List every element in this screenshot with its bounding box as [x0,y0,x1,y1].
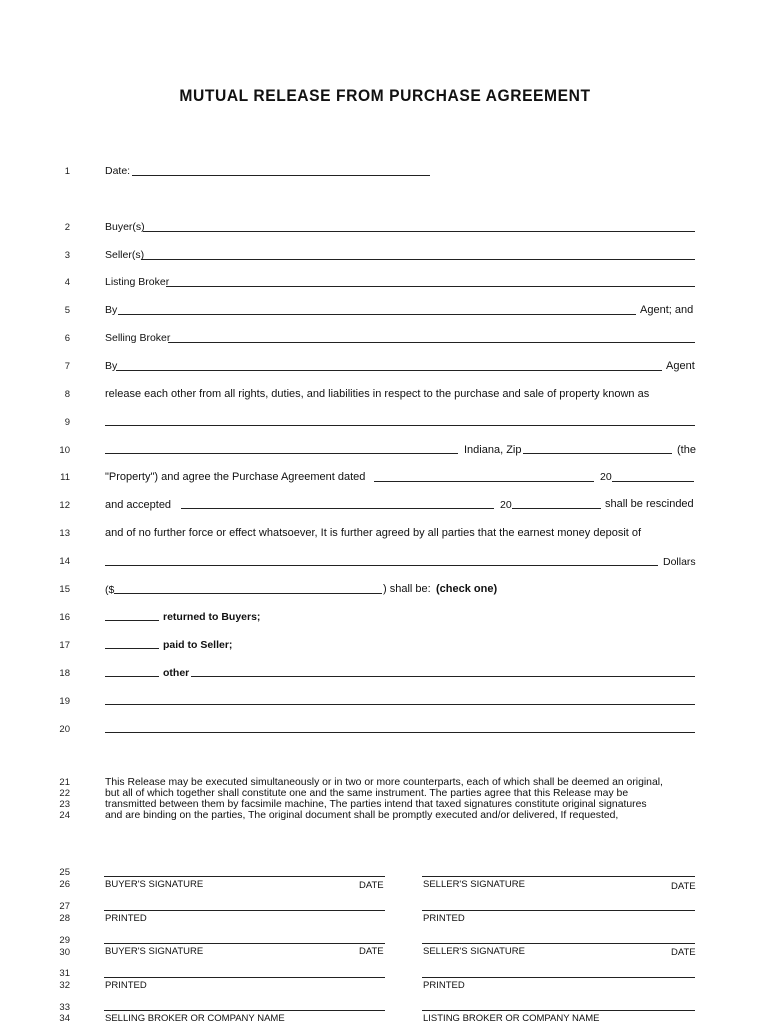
line-number: 24 [59,810,70,821]
buyer-date-label: DATE [359,946,384,957]
listing-broker-field[interactable] [166,286,695,287]
line-number: 1 [64,166,70,177]
by-label: By [105,360,118,372]
seller-date-label: DATE [671,881,696,892]
line-number: 12 [59,500,70,511]
seller-printed-line-2[interactable] [422,977,695,978]
paragraph-line: transmitted between them by facsimile machine, The parties intend that taxed signatures constitute original signatures [105,799,647,810]
year-prefix: 20 [600,471,612,483]
line-number: 34 [59,1013,70,1024]
seller-date-label: DATE [671,947,696,958]
paragraph-line-numbers [40,777,70,821]
line-number: 27 [59,901,70,912]
page-title: MUTUAL RELEASE FROM PURCHASE AGREEMENT [179,86,591,105]
seller-signature-line-1[interactable] [422,876,695,877]
line-number: 17 [59,640,70,651]
line-number: 23 [59,799,70,810]
line-number: 26 [59,879,70,890]
selling-broker-name-label: SELLING BROKER OR COMPANY NAME [105,1013,285,1024]
listing-broker-name-label: LISTING BROKER OR COMPANY NAME [423,1013,600,1024]
buyers-field[interactable] [143,231,695,232]
other-label: other [163,667,190,679]
line-number: 18 [59,668,70,679]
buyer-signature-label: BUYER'S SIGNATURE [105,946,204,957]
line-number: 21 [59,777,70,788]
the-label: (the [677,444,696,456]
agreement-date-field[interactable] [374,481,594,482]
buyer-signature-line-1[interactable] [104,876,385,877]
line-number: 2 [64,222,70,233]
release-paragraph [105,777,700,821]
agent-label: Agent [666,360,695,372]
buyers-label: Buyer(s) [105,221,145,233]
seller-signature-label: SELLER'S SIGNATURE [423,879,525,890]
line-number: 13 [59,528,70,539]
seller-printed-label: PRINTED [423,913,465,924]
sellers-field[interactable] [141,259,695,260]
line-number: 33 [59,1002,70,1013]
buyer-printed-label: PRINTED [105,980,147,991]
seller-printed-label: PRINTED [423,980,465,991]
selling-broker-label: Selling Broker [105,332,171,344]
deposit-amount-field[interactable] [114,593,382,594]
selling-agent-field[interactable] [116,370,662,371]
line-number: 22 [59,788,70,799]
date-field[interactable] [132,175,430,176]
buyer-date-label: DATE [359,880,384,891]
seller-signature-label: SELLER'S SIGNATURE [423,946,525,957]
line-number: 4 [64,277,70,288]
returned-to-buyers-checkbox[interactable] [105,620,159,621]
line-number: 31 [59,968,70,979]
line-number: 11 [60,472,70,483]
line-number: 20 [59,724,70,735]
buyer-signature-line-2[interactable] [104,943,385,944]
indiana-zip-label: Indiana, Zip [464,444,522,456]
rescinded-text: shall be rescinded [605,498,694,510]
seller-signature-line-2[interactable] [422,943,695,944]
deposit-words-field[interactable] [105,565,658,566]
by-label: By [105,304,118,316]
property-agree-text: "Property") and agree the Purchase Agreement dated [105,471,366,483]
dollars-label: Dollars [663,556,696,568]
paragraph-line: and are binding on the parties, The original document shall be promptly executed and/or delivered, If requested, [105,810,619,821]
buyer-signature-label: BUYER'S SIGNATURE [105,879,204,890]
selling-broker-field[interactable] [168,342,695,343]
buyer-printed-line-2[interactable] [104,977,385,978]
returned-to-buyers-label: returned to Buyers; [163,611,261,623]
paid-to-seller-label: paid to Seller; [163,639,233,651]
line-number: 6 [64,333,70,344]
seller-printed-line-1[interactable] [422,910,695,911]
other-field[interactable] [191,676,695,677]
buyer-printed-label: PRINTED [105,913,147,924]
selling-broker-name-line[interactable] [104,1010,385,1011]
line-number: 14 [59,556,70,567]
accepted-date-field[interactable] [181,508,494,509]
zip-field[interactable] [523,453,672,454]
line-number: 30 [59,947,70,958]
line-number: 25 [59,867,70,878]
line-number: 19 [59,696,70,707]
release-text: release each other from all rights, duties, and liabilities in respect to the purchase and sale of property known as [105,388,650,400]
line-number: 10 [59,445,70,456]
other-field-continued[interactable] [105,732,695,733]
buyer-printed-line-1[interactable] [104,910,385,911]
agent-and-label: Agent; and [640,304,694,316]
check-one-text: (check one) [436,583,498,595]
and-accepted-text: and accepted [105,499,172,511]
line-number: 8 [64,389,70,400]
line-number: 7 [64,361,70,372]
shall-be-text: ) shall be: [383,583,431,595]
property-address-field[interactable] [105,425,695,426]
accepted-year-field[interactable] [512,508,601,509]
paragraph-line: This Release may be executed simultaneously or in two or more counterparts, each of which shall be deemed an original, [105,777,663,788]
property-city-field[interactable] [105,453,458,454]
further-force-text: and of no further force or effect whatsoever, It is further agreed by all parties that the earnest money deposit of [105,527,642,539]
dollar-open-label: ($ [105,584,115,596]
line-number: 28 [59,913,70,924]
line-number: 16 [59,612,70,623]
year-prefix: 20 [500,499,512,511]
line-number: 29 [59,935,70,946]
line-number: 5 [64,305,70,316]
listing-agent-field[interactable] [118,314,636,315]
line-number: 32 [59,980,70,991]
line-number: 3 [64,250,70,261]
line-number: 9 [64,417,70,428]
other-checkbox[interactable] [105,676,159,677]
line-number: 15 [59,584,70,595]
other-field-continued[interactable] [105,704,695,705]
agreement-year-field[interactable] [612,481,694,482]
listing-broker-label: Listing Broker [105,276,170,288]
date-label: Date: [105,165,131,177]
paragraph-line: but all of which together shall constitute one and the same instrument. The parties agree that this Release may be [105,788,629,799]
sellers-label: Seller(s) [105,249,145,261]
listing-broker-name-line[interactable] [422,1010,695,1011]
paid-to-seller-checkbox[interactable] [105,648,159,649]
